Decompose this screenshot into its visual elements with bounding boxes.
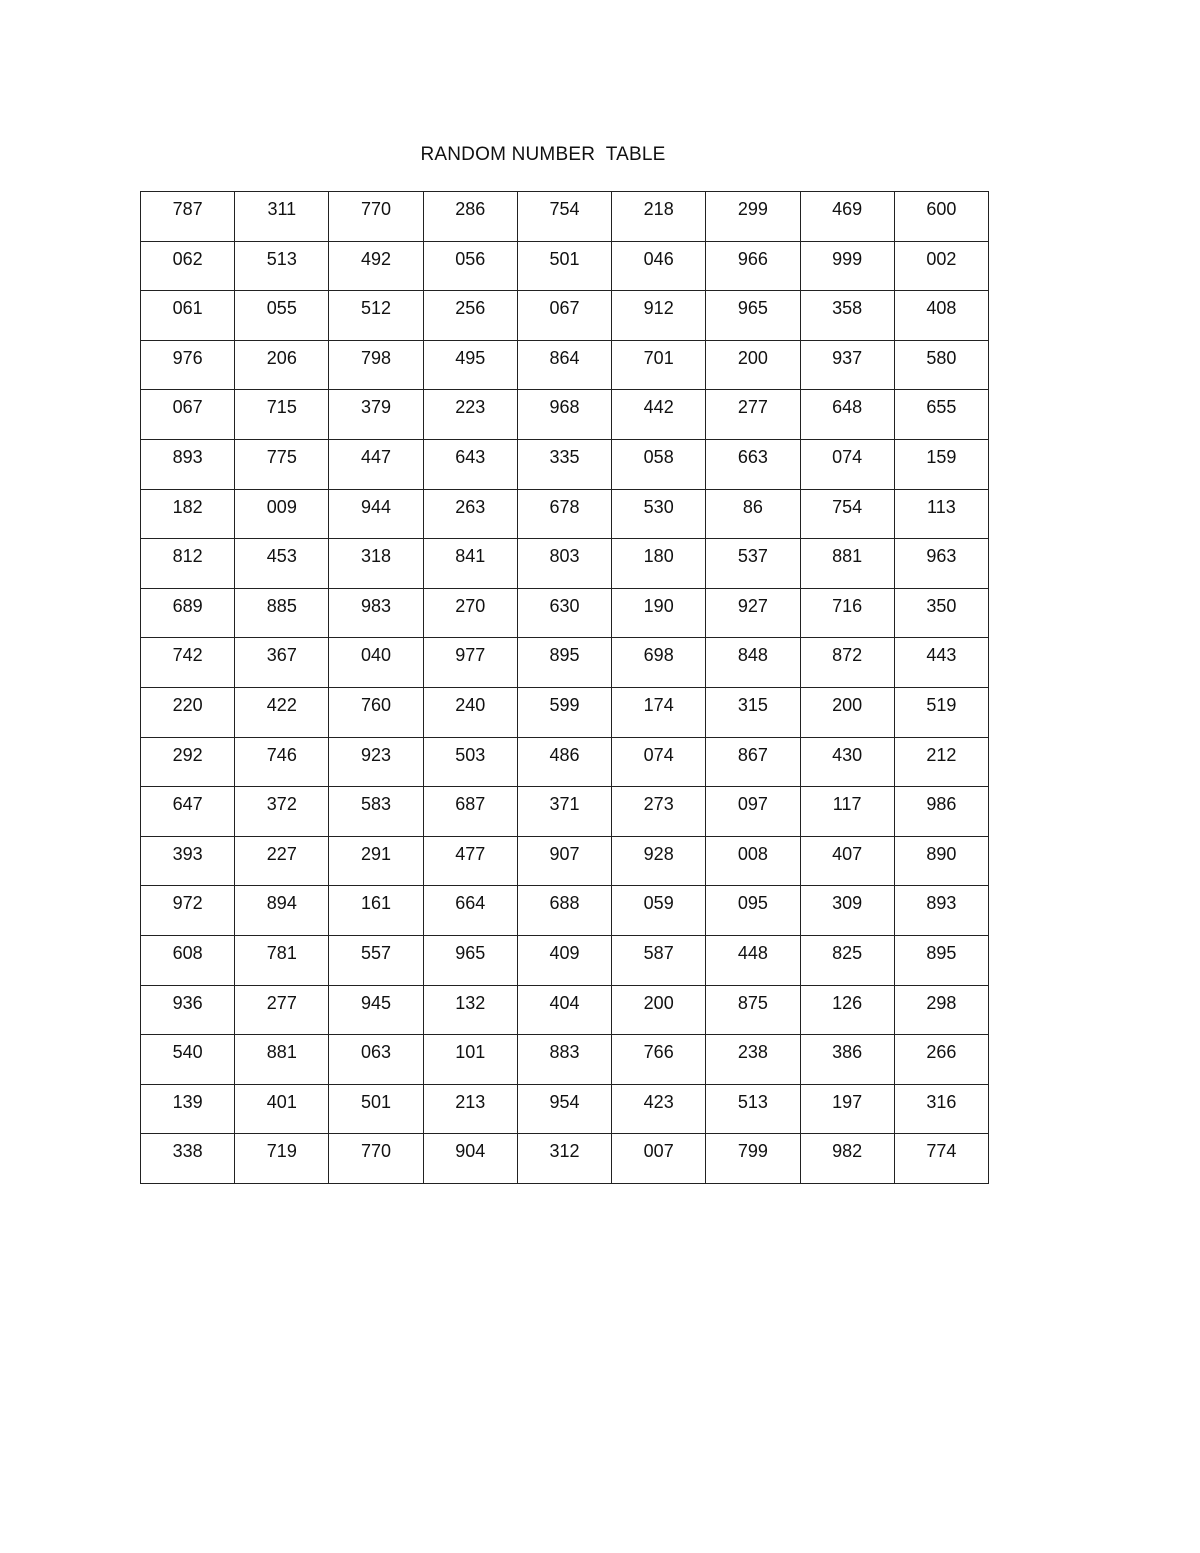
table-cell: 540 xyxy=(141,1035,235,1085)
table-cell: 401 xyxy=(235,1084,329,1134)
table-row xyxy=(141,489,989,539)
table-cell: 937 xyxy=(800,340,894,390)
table-cell: 386 xyxy=(800,1035,894,1085)
table-cell: 200 xyxy=(706,340,800,390)
table-cell: 512 xyxy=(329,291,423,341)
table-cell: 227 xyxy=(235,836,329,886)
table-row xyxy=(141,439,989,489)
table-cell: 095 xyxy=(706,886,800,936)
table-row xyxy=(141,539,989,589)
table-cell: 825 xyxy=(800,935,894,985)
table-cell: 600 xyxy=(894,192,988,242)
table-cell: 350 xyxy=(894,588,988,638)
table-cell: 923 xyxy=(329,737,423,787)
table-row xyxy=(141,1134,989,1184)
table-cell: 161 xyxy=(329,886,423,936)
table-cell: 648 xyxy=(800,390,894,440)
table-row xyxy=(141,638,989,688)
table-cell: 663 xyxy=(706,439,800,489)
table-cell: 422 xyxy=(235,687,329,737)
table-cell: 197 xyxy=(800,1084,894,1134)
table-cell: 557 xyxy=(329,935,423,985)
table-cell: 968 xyxy=(517,390,611,440)
table-cell: 501 xyxy=(329,1084,423,1134)
table-cell: 999 xyxy=(800,241,894,291)
table-cell: 643 xyxy=(423,439,517,489)
table-cell: 443 xyxy=(894,638,988,688)
table-cell: 058 xyxy=(612,439,706,489)
table-cell: 061 xyxy=(141,291,235,341)
table-row xyxy=(141,291,989,341)
table-body xyxy=(141,192,989,1184)
table-cell: 513 xyxy=(235,241,329,291)
table-cell: 841 xyxy=(423,539,517,589)
table-cell: 944 xyxy=(329,489,423,539)
table-cell: 393 xyxy=(141,836,235,886)
table-cell: 067 xyxy=(141,390,235,440)
table-cell: 240 xyxy=(423,687,517,737)
table-cell: 318 xyxy=(329,539,423,589)
table-cell: 580 xyxy=(894,340,988,390)
table-cell: 893 xyxy=(894,886,988,936)
table-cell: 715 xyxy=(235,390,329,440)
table-cell: 530 xyxy=(612,489,706,539)
table-cell: 448 xyxy=(706,935,800,985)
table-cell: 371 xyxy=(517,787,611,837)
table-cell: 895 xyxy=(517,638,611,688)
table-cell: 688 xyxy=(517,886,611,936)
table-cell: 907 xyxy=(517,836,611,886)
table-cell: 190 xyxy=(612,588,706,638)
table-row xyxy=(141,787,989,837)
table-row xyxy=(141,241,989,291)
table-cell: 212 xyxy=(894,737,988,787)
random-number-table xyxy=(140,191,989,1184)
table-cell: 292 xyxy=(141,737,235,787)
table-cell: 966 xyxy=(706,241,800,291)
table-cell: 074 xyxy=(800,439,894,489)
table-cell: 781 xyxy=(235,935,329,985)
table-cell: 367 xyxy=(235,638,329,688)
table-cell: 447 xyxy=(329,439,423,489)
table-cell: 501 xyxy=(517,241,611,291)
table-cell: 291 xyxy=(329,836,423,886)
table-cell: 040 xyxy=(329,638,423,688)
table-cell: 200 xyxy=(612,985,706,1035)
table-cell: 746 xyxy=(235,737,329,787)
table-cell: 008 xyxy=(706,836,800,886)
table-cell: 787 xyxy=(141,192,235,242)
table-cell: 890 xyxy=(894,836,988,886)
table-cell: 881 xyxy=(800,539,894,589)
table-cell: 954 xyxy=(517,1084,611,1134)
table-cell: 408 xyxy=(894,291,988,341)
table-cell: 716 xyxy=(800,588,894,638)
table-cell: 218 xyxy=(612,192,706,242)
table-cell: 965 xyxy=(423,935,517,985)
table-cell: 655 xyxy=(894,390,988,440)
table-cell: 372 xyxy=(235,787,329,837)
table-cell: 719 xyxy=(235,1134,329,1184)
table-row xyxy=(141,390,989,440)
table-cell: 311 xyxy=(235,192,329,242)
table-cell: 097 xyxy=(706,787,800,837)
table-cell: 848 xyxy=(706,638,800,688)
table-cell: 256 xyxy=(423,291,517,341)
table-cell: 338 xyxy=(141,1134,235,1184)
table-cell: 453 xyxy=(235,539,329,589)
table-cell: 298 xyxy=(894,985,988,1035)
table-cell: 223 xyxy=(423,390,517,440)
table-row xyxy=(141,340,989,390)
table-cell: 928 xyxy=(612,836,706,886)
table-row xyxy=(141,192,989,242)
table-cell: 423 xyxy=(612,1084,706,1134)
table-cell: 867 xyxy=(706,737,800,787)
table-cell: 335 xyxy=(517,439,611,489)
table-cell: 495 xyxy=(423,340,517,390)
table-cell: 266 xyxy=(894,1035,988,1085)
table-cell: 139 xyxy=(141,1084,235,1134)
table-cell: 945 xyxy=(329,985,423,1035)
table-cell: 599 xyxy=(517,687,611,737)
table-cell: 277 xyxy=(235,985,329,1035)
page-title: RANDOM NUMBER TABLE xyxy=(420,144,666,165)
table-cell: 379 xyxy=(329,390,423,440)
table-cell: 766 xyxy=(612,1035,706,1085)
table-cell: 309 xyxy=(800,886,894,936)
table-cell: 608 xyxy=(141,935,235,985)
table-cell: 687 xyxy=(423,787,517,837)
table-cell: 760 xyxy=(329,687,423,737)
table-cell: 263 xyxy=(423,489,517,539)
table-cell: 312 xyxy=(517,1134,611,1184)
table-cell: 059 xyxy=(612,886,706,936)
table-cell: 664 xyxy=(423,886,517,936)
table-cell: 513 xyxy=(706,1084,800,1134)
table-cell: 062 xyxy=(141,241,235,291)
table-cell: 698 xyxy=(612,638,706,688)
table-cell: 213 xyxy=(423,1084,517,1134)
table-cell: 986 xyxy=(894,787,988,837)
table-cell: 963 xyxy=(894,539,988,589)
table-cell: 056 xyxy=(423,241,517,291)
table-cell: 775 xyxy=(235,439,329,489)
table-row xyxy=(141,588,989,638)
table-cell: 965 xyxy=(706,291,800,341)
table-cell: 009 xyxy=(235,489,329,539)
table-cell: 881 xyxy=(235,1035,329,1085)
table-cell: 182 xyxy=(141,489,235,539)
table-cell: 238 xyxy=(706,1035,800,1085)
table-cell: 316 xyxy=(894,1084,988,1134)
table-cell: 864 xyxy=(517,340,611,390)
table-cell: 469 xyxy=(800,192,894,242)
table-cell: 86 xyxy=(706,489,800,539)
table-row xyxy=(141,935,989,985)
table-cell: 492 xyxy=(329,241,423,291)
table-cell: 404 xyxy=(517,985,611,1035)
table-cell: 180 xyxy=(612,539,706,589)
table-cell: 812 xyxy=(141,539,235,589)
table-cell: 754 xyxy=(800,489,894,539)
table-cell: 982 xyxy=(800,1134,894,1184)
table-cell: 798 xyxy=(329,340,423,390)
table-cell: 220 xyxy=(141,687,235,737)
table-cell: 430 xyxy=(800,737,894,787)
table-cell: 885 xyxy=(235,588,329,638)
table-cell: 270 xyxy=(423,588,517,638)
table-cell: 200 xyxy=(800,687,894,737)
table-cell: 927 xyxy=(706,588,800,638)
table-cell: 537 xyxy=(706,539,800,589)
table-cell: 678 xyxy=(517,489,611,539)
table-cell: 936 xyxy=(141,985,235,1035)
table-cell: 409 xyxy=(517,935,611,985)
table-cell: 799 xyxy=(706,1134,800,1184)
table-row xyxy=(141,886,989,936)
table-cell: 893 xyxy=(141,439,235,489)
table-row xyxy=(141,836,989,886)
table-cell: 174 xyxy=(612,687,706,737)
table-cell: 477 xyxy=(423,836,517,886)
table-cell: 754 xyxy=(517,192,611,242)
table-cell: 273 xyxy=(612,787,706,837)
table-cell: 286 xyxy=(423,192,517,242)
table-row xyxy=(141,687,989,737)
table-row xyxy=(141,985,989,1035)
table-cell: 063 xyxy=(329,1035,423,1085)
table-cell: 630 xyxy=(517,588,611,638)
table-cell: 894 xyxy=(235,886,329,936)
table-cell: 912 xyxy=(612,291,706,341)
table-cell: 442 xyxy=(612,390,706,440)
table-cell: 046 xyxy=(612,241,706,291)
table-cell: 803 xyxy=(517,539,611,589)
table-row xyxy=(141,737,989,787)
table-cell: 113 xyxy=(894,489,988,539)
table-cell: 407 xyxy=(800,836,894,886)
table-cell: 126 xyxy=(800,985,894,1035)
table-cell: 774 xyxy=(894,1134,988,1184)
table-cell: 701 xyxy=(612,340,706,390)
table-cell: 007 xyxy=(612,1134,706,1184)
table-cell: 904 xyxy=(423,1134,517,1184)
table-cell: 770 xyxy=(329,192,423,242)
table-cell: 315 xyxy=(706,687,800,737)
table-cell: 983 xyxy=(329,588,423,638)
table-cell: 117 xyxy=(800,787,894,837)
table-cell: 895 xyxy=(894,935,988,985)
table-cell: 875 xyxy=(706,985,800,1035)
table-cell: 277 xyxy=(706,390,800,440)
table-cell: 519 xyxy=(894,687,988,737)
table-cell: 883 xyxy=(517,1035,611,1085)
table-cell: 587 xyxy=(612,935,706,985)
table-cell: 583 xyxy=(329,787,423,837)
table-cell: 742 xyxy=(141,638,235,688)
table-cell: 503 xyxy=(423,737,517,787)
table-cell: 002 xyxy=(894,241,988,291)
table-cell: 101 xyxy=(423,1035,517,1085)
table-cell: 055 xyxy=(235,291,329,341)
table-cell: 647 xyxy=(141,787,235,837)
table-cell: 299 xyxy=(706,192,800,242)
table-cell: 977 xyxy=(423,638,517,688)
table-cell: 358 xyxy=(800,291,894,341)
table-cell: 872 xyxy=(800,638,894,688)
table-cell: 132 xyxy=(423,985,517,1035)
table-cell: 976 xyxy=(141,340,235,390)
table-cell: 486 xyxy=(517,737,611,787)
table-row xyxy=(141,1035,989,1085)
table-cell: 770 xyxy=(329,1134,423,1184)
table-cell: 206 xyxy=(235,340,329,390)
table-cell: 074 xyxy=(612,737,706,787)
table-row xyxy=(141,1084,989,1134)
table-cell: 159 xyxy=(894,439,988,489)
table-cell: 067 xyxy=(517,291,611,341)
table-cell: 689 xyxy=(141,588,235,638)
table-cell: 972 xyxy=(141,886,235,936)
